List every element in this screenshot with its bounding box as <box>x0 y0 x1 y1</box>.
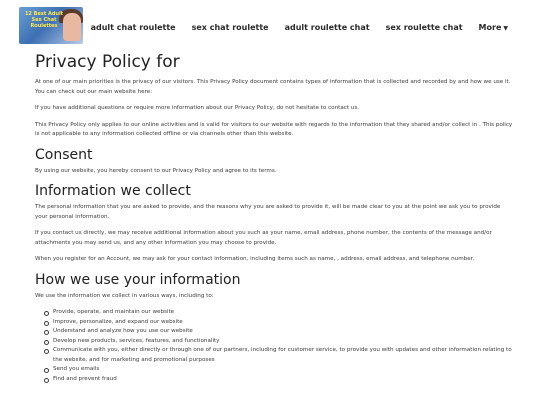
list-item: Find and prevent fraud <box>53 375 513 385</box>
info-collect-paragraph: When you register for an Account, we may ask for your contact information, including items such as name, , address, email address, and telephone number. <box>35 256 475 262</box>
nav-link-adult-chat-roulette[interactable]: adult chat roulette <box>90 23 176 32</box>
list-item: Communicate with you, either directly or through one of our partners, including for customer service, to provide you with updates and other information relating to the website, and for marketing and promotional purposes <box>53 346 513 365</box>
info-collect-heading: Information we collect <box>35 183 191 199</box>
list-item: Improve, personalize, and expand our website <box>53 318 513 328</box>
how-use-list <box>35 308 513 384</box>
main-content <box>35 52 513 384</box>
logo-text: 12 Best Adult Sex Chat Roulettes <box>24 11 64 29</box>
more-dropdown[interactable] <box>479 23 508 32</box>
intro-paragraph: At one of our main priorities is the privacy of our visitors. This Privacy Policy document contains types of information that is collected and recorded by and how we use it. You can check out our main website here: <box>35 79 511 95</box>
nav-link-sex-roulette-chat[interactable]: sex roulette chat <box>385 23 463 32</box>
intro-paragraph: If you have additional questions or require more information about our Privacy Policy, do not hesitate to contact us. <box>35 105 360 111</box>
list-item: Develop new products, services, features, and functionality <box>53 337 513 347</box>
nav-links <box>91 23 508 32</box>
nav-link-sex-chat-roulette[interactable]: sex chat roulette <box>191 23 269 32</box>
list-item: Send you emails <box>53 365 513 375</box>
how-use-heading: How we use your information <box>35 271 241 288</box>
more-label: More <box>478 23 502 32</box>
how-use-intro: We use the information we collect in various ways, including to: <box>35 292 214 299</box>
list-item: Provide, operate, and maintain our website <box>53 308 513 318</box>
navbar <box>0 0 540 54</box>
consent-heading: Consent <box>35 146 93 163</box>
info-collect-paragraph: If you contact us directly, we may receive additional information about you such as your name, email address, phone number, the contents of the message and/or attachments you may send us, and any other information you may choose to provide. <box>35 230 492 246</box>
intro-paragraph: This Privacy Policy only applies to our online activities and is valid for visitors to our website with regards to the information that they shared and/or collect in . This policy is not applicable to any information collected offline or via channels other than this website. <box>35 121 513 137</box>
page-title: Privacy Policy for <box>35 52 180 72</box>
info-collect-paragraph: The personal information that you are asked to provide, and the reasons why you are asked to provide it, will be made clear to you at the point we ask you to provide your personal information. <box>35 204 501 220</box>
nav-link-adult-roulette-chat[interactable]: adult roulette chat <box>284 23 370 32</box>
list-item: Understand and analyze how you use our website <box>53 327 513 337</box>
site-logo[interactable] <box>19 7 83 44</box>
caret-down-icon: ▼ <box>503 25 508 32</box>
consent-paragraph: By using our website, you hereby consent to our Privacy Policy and agree to its terms. <box>35 167 277 174</box>
